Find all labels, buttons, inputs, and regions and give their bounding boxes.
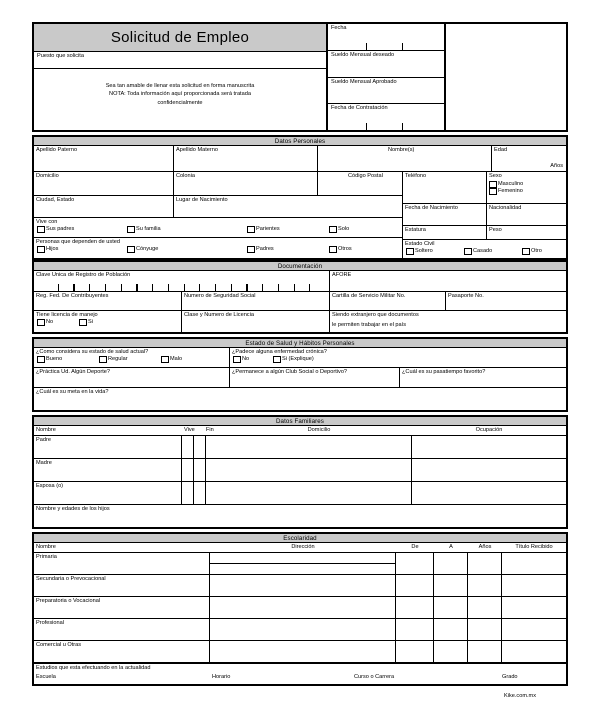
escolaridad-de-profesional[interactable] (396, 619, 434, 640)
lugar-nacimiento-label: Lugar de Nacimiento (176, 197, 228, 203)
checkbox-icon[interactable] (329, 246, 337, 253)
curp-divider (294, 284, 295, 291)
estatura-field[interactable] (403, 226, 487, 239)
nacionalidad-label: Nacionalidad (489, 205, 522, 211)
salud-actual-group (34, 348, 230, 367)
extranjero-line-1: Siendo extranjero que documentos (332, 312, 419, 318)
row-telefono-sexo (403, 172, 566, 204)
sueldo-deseado-label: Sueldo Mensual deseado (331, 51, 395, 58)
checkbox-icon[interactable] (273, 356, 281, 363)
enfermedad-cronica-label: ¿Padece alguna enfermedad crónica? (232, 349, 327, 355)
escolaridad-nombre-comercial[interactable] (34, 641, 210, 662)
fecha-divider-2 (402, 43, 403, 50)
checkbox-icon[interactable] (37, 319, 45, 326)
estudios-curso-field[interactable]: Curso o Carrera (354, 674, 395, 680)
checkbox-icon[interactable] (127, 246, 135, 253)
nss-label: Numero de Seguridad Social (184, 293, 256, 299)
checkbox-icon[interactable] (489, 188, 497, 195)
afore-label: AFORE (332, 272, 352, 278)
salud-option-label: Regular (108, 356, 128, 362)
enfermedad-option-no[interactable] (233, 356, 273, 363)
afore-field[interactable] (330, 271, 566, 291)
escolaridad-col-nombre: Nombre (36, 544, 56, 550)
fecha-contratacion-divider-2 (402, 123, 403, 130)
sexo-label: Sexo (489, 173, 502, 179)
escolaridad-direccion-comercial[interactable] (210, 641, 396, 662)
escolaridad-header-row (34, 543, 566, 553)
familiares-domicilio-madre[interactable] (206, 459, 412, 481)
enfermedad-option-label: Si (Explique) (282, 356, 314, 362)
escolaridad-a-profesional[interactable] (434, 619, 468, 640)
practica-deporte-label: ¿Práctica Ud. Algún Deporte? (36, 369, 110, 375)
escolaridad-col-direccion: Dirección (291, 544, 315, 550)
escolaridad-anos-secundaria[interactable] (468, 575, 502, 596)
club-social-field[interactable] (230, 368, 400, 387)
salud-option-regular[interactable] (99, 356, 161, 363)
checkbox-icon[interactable] (161, 356, 169, 363)
meta-vida-label: ¿Cuál es su meta en la vida? (36, 389, 109, 395)
edad-field[interactable] (492, 146, 566, 171)
row-curp-afore (34, 271, 566, 292)
dependientes-option-padres[interactable] (247, 246, 329, 253)
familiares-nombre-madre[interactable] (34, 459, 182, 481)
row-hijos (34, 505, 566, 527)
row-estado-civil (403, 240, 566, 260)
estado-civil-option-label: Casado (473, 248, 493, 254)
telefono-field[interactable] (403, 172, 487, 203)
estudios-actuales-label: Estudios que esta efectuando en la actualidad (36, 665, 151, 671)
pasatiempo-field[interactable] (400, 368, 566, 387)
escolaridad-de-comercial[interactable] (396, 641, 434, 662)
row-estatura-peso (403, 226, 566, 240)
escolaridad-de-primaria[interactable] (396, 553, 434, 574)
checkbox-icon[interactable] (489, 181, 497, 188)
instruction-line-2: NOTA: Toda información aquí proporcionada será tratada (109, 91, 251, 98)
table-row (34, 482, 566, 505)
escolaridad-titulo-profesional[interactable] (502, 619, 566, 640)
dependientes-option-label: Hijos (46, 246, 59, 252)
fecha-divider-1 (366, 43, 367, 50)
escolaridad-titulo-secundaria[interactable] (502, 575, 566, 596)
instruction-line-3: confidencialmente (157, 99, 203, 106)
rfc-field[interactable] (34, 292, 182, 310)
estatura-label: Estatura (405, 227, 426, 233)
estudios-actuales-group (34, 664, 566, 684)
curp-divider (136, 284, 137, 291)
header-fields (328, 24, 446, 130)
datos-familiares-title: Datos Familiares (34, 417, 566, 426)
enfermedad-option-label: No (242, 356, 250, 362)
escolaridad-nombre-profesional[interactable] (34, 619, 210, 640)
escolaridad-direccion-profesional[interactable] (210, 619, 396, 640)
dependientes-option-hijos[interactable] (37, 246, 127, 253)
checkbox-icon[interactable] (406, 248, 414, 255)
fecha-nacimiento-field[interactable] (403, 204, 487, 225)
vive-con-option-solo[interactable] (329, 226, 349, 233)
header-left (34, 24, 328, 130)
vive-con-option-label: Parientes (256, 226, 280, 232)
checkbox-icon[interactable] (127, 226, 135, 233)
table-row (34, 575, 566, 597)
apellido-materno-field[interactable] (174, 146, 318, 171)
familiares-header-row (34, 426, 566, 436)
familiares-fin-padre[interactable] (194, 436, 206, 458)
licencia-option-no[interactable] (37, 319, 79, 326)
instructions-block (34, 69, 326, 130)
sueldo-aprobado-label: Sueldo Mensual Aprobado (331, 78, 397, 85)
escolaridad-a-secundaria[interactable] (434, 575, 468, 596)
fecha-label: Fecha (331, 25, 347, 31)
fecha-contratacion-label: Fecha de Contratación (331, 105, 388, 112)
curp-divider (58, 284, 59, 291)
pasatiempo-label: ¿Cuál es su pasatiempo favorito? (402, 369, 486, 375)
peso-label: Peso (489, 227, 502, 233)
curp-divider (262, 284, 263, 291)
familiares-vive-padre[interactable] (182, 436, 194, 458)
meta-vida-field[interactable] (34, 388, 566, 410)
licencia-manejo-group (34, 311, 182, 332)
familiares-row-label: Esposa (o) (36, 483, 64, 489)
cartilla-militar-field[interactable] (330, 292, 446, 310)
estado-civil-label: Estado Civil (405, 241, 435, 247)
checkbox-icon[interactable] (99, 356, 107, 363)
form-header (32, 22, 568, 132)
familiares-ocupacion-madre[interactable] (412, 459, 566, 481)
estado-civil-group (403, 240, 566, 260)
salud-option-label: Bueno (46, 356, 63, 362)
nombres-field[interactable] (318, 146, 492, 171)
escolaridad-title: Escolaridad (34, 534, 566, 543)
ciudad-estado-field[interactable] (34, 196, 174, 217)
instruction-line-1: Sea tan amable de llenar esta solicitud en forma manuscrita (105, 82, 255, 89)
table-row (34, 641, 566, 663)
escolaridad-col-anos: Años (478, 544, 492, 550)
documentacion-title: Documentación (34, 262, 566, 271)
estudios-escuela-field[interactable]: Escuela (36, 674, 56, 680)
enfermedad-cronica-group (230, 348, 566, 367)
checkbox-icon[interactable] (233, 356, 241, 363)
familiares-row-label: Padre (36, 437, 51, 443)
cartilla-militar-label: Cartilla de Servicio Militar No. (332, 293, 406, 299)
nacionalidad-field[interactable] (487, 204, 566, 225)
vive-con-option-su-familia[interactable] (127, 226, 247, 233)
section-estado-salud (32, 337, 568, 412)
checkbox-icon[interactable] (37, 356, 45, 363)
estado-civil-option-label: Otro (531, 248, 542, 254)
header-photo-area (446, 24, 566, 130)
row-licencia (34, 311, 566, 332)
familiares-col-vive: Vive (184, 427, 195, 433)
escolaridad-a-primaria[interactable] (434, 553, 468, 574)
familiares-vive-esposa[interactable] (182, 482, 194, 504)
section-escolaridad (32, 532, 568, 686)
practica-deporte-field[interactable] (34, 368, 230, 387)
escolaridad-anos-preparatoria[interactable] (468, 597, 502, 618)
sexo-option-label: Masculino (498, 181, 524, 187)
nombres-label: Nombre(s) (388, 147, 415, 153)
curp-divider (309, 284, 310, 291)
estudios-grado-field[interactable]: Grado (502, 674, 518, 680)
checkbox-icon[interactable] (247, 246, 255, 253)
curp-divider (168, 284, 169, 291)
escolaridad-row-label: Profesional (36, 620, 64, 626)
row-estudios-actuales (34, 663, 566, 684)
estado-civil-option-casado[interactable] (464, 248, 522, 255)
curp-divider (105, 284, 106, 291)
curp-comb-dividers (42, 284, 325, 291)
estado-civil-option-label: Soltero (415, 248, 433, 254)
escolaridad-col-a: A (449, 544, 453, 550)
enfermedad-options (232, 356, 566, 363)
dependientes-option-label: Otros (338, 246, 352, 252)
curp-field[interactable] (34, 271, 330, 291)
apellido-paterno-field[interactable] (34, 146, 174, 171)
pasaporte-field[interactable] (446, 292, 566, 310)
familiares-col-fin: Fin (206, 427, 214, 433)
curp-divider (121, 284, 122, 291)
familiares-col-domicilio: Domicilio (307, 427, 331, 433)
form-title-bar (34, 24, 326, 52)
familiares-nombre-esposa[interactable] (34, 482, 182, 504)
escolaridad-nombre-secundaria[interactable] (34, 575, 210, 596)
extranjero-line-2: le permiten trabajar en el país (332, 322, 407, 328)
datos-personales-title: Datos Personales (34, 137, 566, 146)
curp-divider (152, 284, 153, 291)
escolaridad-nombre-preparatoria[interactable] (34, 597, 210, 618)
salud-option-malo[interactable] (161, 356, 182, 363)
familiares-vive-madre[interactable] (182, 459, 194, 481)
domicilio-field[interactable] (34, 172, 174, 195)
curp-divider (73, 284, 74, 291)
puesto-solicita-label: Puesto que solicita (37, 53, 84, 59)
section-documentacion (32, 260, 568, 334)
fecha-field[interactable] (328, 24, 444, 51)
puesto-solicita-field[interactable] (34, 52, 326, 69)
escolaridad-col-de: De (411, 544, 419, 550)
vive-con-option-parientes[interactable] (247, 226, 329, 233)
footer-credit: Kike.com.mx (503, 693, 536, 699)
edad-label: Edad (494, 147, 508, 153)
escolaridad-row-label: Secundaria o Prevocacional (36, 576, 106, 582)
section-datos-familiares (32, 415, 568, 529)
salud-actual-options (36, 356, 229, 363)
estado-civil-options (405, 248, 566, 255)
hijos-field[interactable] (34, 505, 566, 527)
estado-civil-option-soltero[interactable] (406, 248, 464, 255)
sexo-group (487, 172, 566, 203)
checkbox-icon[interactable] (37, 226, 45, 233)
fecha-contratacion-divider-1 (366, 123, 367, 130)
colonia-field[interactable] (174, 172, 318, 195)
licencia-options (36, 319, 181, 326)
licencia-manejo-label: Tiene licencia de manejo (36, 312, 98, 318)
fecha-nacimiento-label: Fecha de Nacimiento (405, 205, 458, 211)
peso-field[interactable] (487, 226, 566, 239)
table-row (34, 459, 566, 482)
escolaridad-direccion-primaria[interactable] (210, 553, 396, 574)
table-row (34, 553, 566, 575)
row-meta-vida (34, 388, 566, 410)
enfermedad-option-si[interactable] (273, 356, 314, 363)
estudios-horario-field[interactable]: Horario (212, 674, 231, 680)
page-title: Solicitud de Empleo (110, 29, 250, 46)
familiares-col-ocupacion: Ocupación (475, 427, 503, 433)
escolaridad-direccion-secundaria[interactable] (210, 575, 396, 596)
vive-con-option-label: Su familia (136, 226, 161, 232)
sueldo-deseado-field[interactable] (328, 51, 444, 78)
checkbox-icon[interactable] (522, 248, 530, 255)
escolaridad-titulo-comercial[interactable] (502, 641, 566, 662)
curp-divider (89, 284, 90, 291)
curp-divider (231, 284, 232, 291)
escolaridad-a-comercial[interactable] (434, 641, 468, 662)
pasaporte-label: Pasaporte No. (448, 293, 484, 299)
table-row (34, 597, 566, 619)
escolaridad-row-label: Primaria (36, 554, 57, 560)
row-deporte-club (34, 368, 566, 388)
edad-unit-label: Años (550, 163, 563, 169)
escolaridad-nombre-primaria[interactable] (34, 553, 210, 574)
escolaridad-direccion-preparatoria[interactable] (210, 597, 396, 618)
telefono-label: Teléfono (405, 173, 427, 179)
escolaridad-a-preparatoria[interactable] (434, 597, 468, 618)
curp-divider (184, 284, 185, 291)
ciudad-estado-label: Ciudad, Estado (36, 197, 75, 203)
familiares-ocupacion-esposa[interactable] (412, 482, 566, 504)
escolaridad-de-secundaria[interactable] (396, 575, 434, 596)
sueldo-aprobado-field[interactable] (328, 78, 444, 105)
escolaridad-titulo-preparatoria[interactable] (502, 597, 566, 618)
dependientes-option-label: Padres (256, 246, 274, 252)
curp-divider (215, 284, 216, 291)
codigo-postal-label: Código Postal (348, 173, 383, 179)
vive-con-label: Vive con (36, 219, 58, 225)
sexo-option-masculino[interactable] (489, 181, 566, 188)
club-social-label: ¿Permanece a algún Club Social o Deportivo? (232, 369, 348, 375)
curp-divider (278, 284, 279, 291)
extranjero-documentos-field[interactable] (330, 311, 566, 332)
dependientes-option-label: Cónyuge (136, 246, 159, 252)
row-rfc-nss (34, 292, 566, 311)
dependientes-option-conyuge[interactable] (127, 246, 247, 253)
vive-con-option-label: Solo (338, 226, 350, 232)
licencia-option-label: No (46, 319, 54, 325)
form-page (32, 22, 568, 699)
licencia-option-label: Si (88, 319, 93, 325)
hijos-label: Nombre y edades de los hijos (36, 506, 110, 512)
salud-option-label: Malo (170, 356, 183, 362)
curp-divider (246, 284, 247, 291)
escolaridad-anos-primaria[interactable] (468, 553, 502, 574)
datos-personales-right-column (402, 172, 566, 258)
familiares-fin-esposa[interactable] (194, 482, 206, 504)
dependientes-option-otros[interactable] (329, 246, 352, 253)
estado-salud-title: Estado de Salud y Hábitos Personales (34, 339, 566, 348)
escolaridad-row-label: Preparatoria o Vocacional (36, 598, 101, 604)
checkbox-icon[interactable] (79, 319, 87, 326)
fecha-contratacion-field[interactable] (328, 104, 444, 130)
vive-con-option-sus-padres[interactable] (37, 226, 127, 233)
checkbox-icon[interactable] (247, 226, 255, 233)
checkbox-icon[interactable] (329, 226, 337, 233)
escolaridad-anos-profesional[interactable] (468, 619, 502, 640)
escolaridad-titulo-primaria[interactable] (502, 553, 566, 574)
escolaridad-anos-comercial[interactable] (468, 641, 502, 662)
sexo-option-femenino[interactable] (489, 188, 566, 195)
apellido-paterno-label: Apellido Paterno (36, 147, 78, 153)
table-row (34, 619, 566, 641)
salud-option-bueno[interactable] (37, 356, 99, 363)
rfc-label: Reg. Fed. De Contribuyentes (36, 293, 109, 299)
familiares-domicilio-padre[interactable] (206, 436, 412, 458)
vive-con-option-label: Sus padres (46, 226, 75, 232)
nss-field[interactable] (182, 292, 330, 310)
escolaridad-col-titulo: Título Recibido (515, 544, 553, 550)
estado-civil-option-otro[interactable] (522, 248, 542, 255)
clase-licencia-label: Clase y Numero de Licencia (184, 312, 254, 318)
clase-licencia-field[interactable] (182, 311, 330, 332)
escolaridad-de-preparatoria[interactable] (396, 597, 434, 618)
familiares-ocupacion-padre[interactable] (412, 436, 566, 458)
domicilio-label: Domicilio (36, 173, 59, 179)
table-row (34, 436, 566, 459)
licencia-option-si[interactable] (79, 319, 93, 326)
curp-divider (199, 284, 200, 291)
familiares-domicilio-esposa[interactable] (206, 482, 412, 504)
escolaridad-row-label: Comercial u Otras (36, 642, 82, 648)
curp-label: Clave Unica de Registro de Población (36, 272, 131, 278)
colonia-label: Colonia (176, 173, 195, 179)
familiares-row-label: Madre (36, 460, 52, 466)
checkbox-icon[interactable] (37, 246, 45, 253)
sexo-option-label: Femenino (498, 188, 523, 194)
familiares-fin-madre[interactable] (194, 459, 206, 481)
row-nombre-completo (34, 146, 566, 172)
salud-actual-label: ¿Como considera su estado de salud actual? (36, 349, 149, 355)
checkbox-icon[interactable] (464, 248, 472, 255)
dependientes-label: Personas que dependen de usted (36, 239, 120, 245)
row-nacimiento (403, 204, 566, 226)
row-salud-enfermedad (34, 348, 566, 368)
familiares-col-nombre: Nombre (36, 427, 56, 433)
familiares-nombre-padre[interactable] (34, 436, 182, 458)
apellido-materno-label: Apellido Materno (176, 147, 218, 153)
